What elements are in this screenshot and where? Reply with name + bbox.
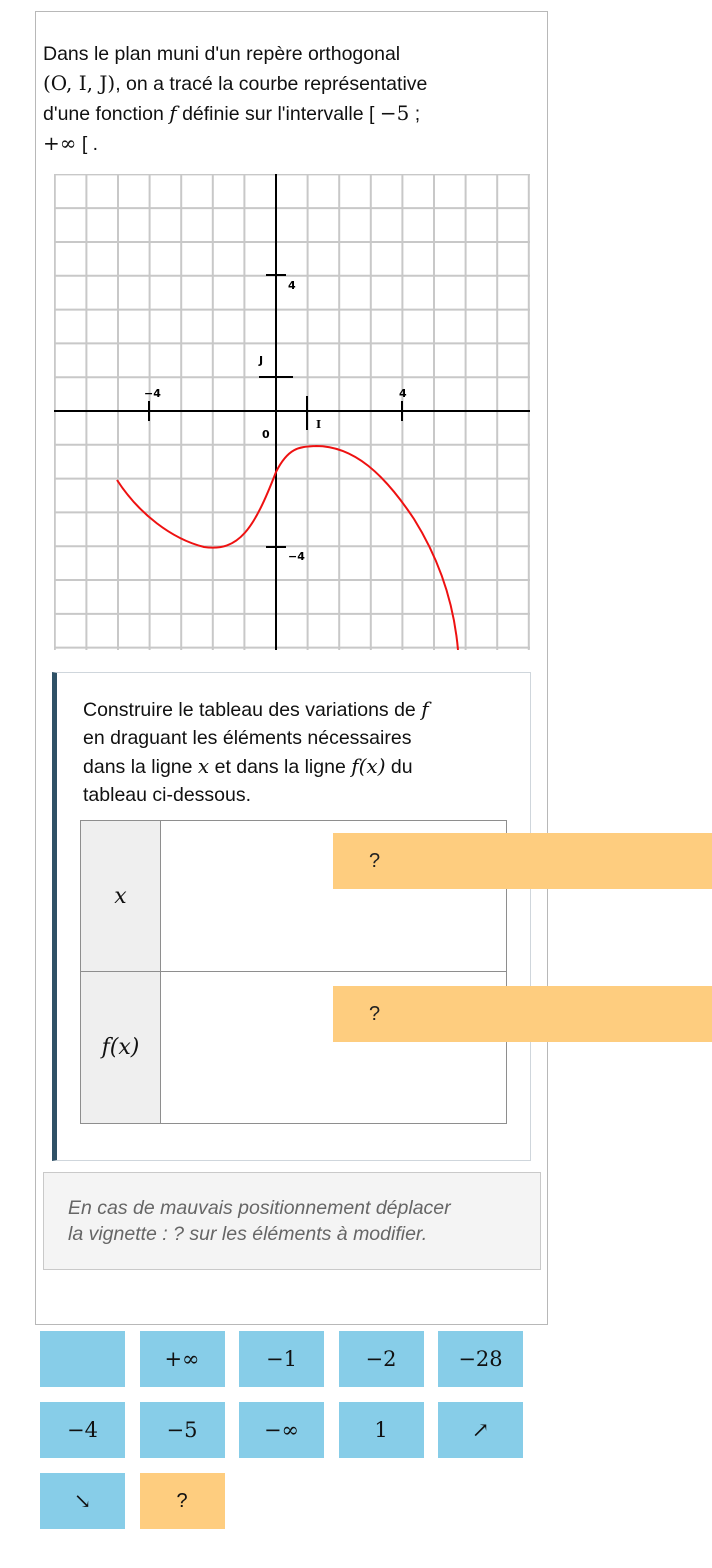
- tile-minus-5[interactable]: −5: [140, 1402, 225, 1458]
- tile-one[interactable]: 1: [339, 1402, 424, 1458]
- function-graph: [54, 174, 530, 650]
- intro-line-3b: définie sur l'intervalle [: [176, 103, 380, 125]
- intro-line-4: [ .: [76, 133, 99, 155]
- task-line-3c: du: [385, 756, 413, 778]
- task-instructions: [83, 695, 523, 809]
- intro-math-frame: (O, I, J): [43, 71, 116, 95]
- tile-increasing-arrow[interactable]: ↗: [438, 1402, 523, 1458]
- intro-line-3c: ;: [409, 103, 421, 125]
- task-math-x: x: [197, 754, 210, 778]
- drop-slot-x-row[interactable]: ?: [333, 833, 712, 889]
- task-line-1: Construire le tableau des variations de: [83, 699, 422, 721]
- label-y-4: 4: [288, 279, 296, 292]
- task-line-2: en draguant les éléments nécessaires: [83, 727, 412, 749]
- intro-line-2: , on a tracé la courbe représentative: [115, 73, 428, 95]
- label-i: I: [316, 418, 322, 431]
- task-line-4: tableau ci-dessous.: [83, 784, 252, 806]
- intro-text: [43, 40, 523, 159]
- tile-minus-1[interactable]: −1: [239, 1331, 324, 1387]
- drop-slot-fx-row[interactable]: ?: [333, 986, 712, 1042]
- task-math-f: f: [421, 697, 429, 721]
- task-math-fx: f(x): [351, 754, 386, 778]
- table-label-fx: f(x): [101, 1035, 140, 1060]
- tile-question-mark[interactable]: ?: [140, 1473, 225, 1529]
- hint-line-2: la vignette : ? sur les éléments à modifier.: [68, 1223, 428, 1245]
- tile-plus-infinity[interactable]: +∞: [140, 1331, 225, 1387]
- intro-line-3: d'une fonction: [43, 103, 170, 125]
- table-row-divider: [161, 971, 506, 972]
- intro-line-1: Dans le plan muni d'un repère orthogonal: [43, 43, 401, 65]
- table-label-x: x: [114, 883, 127, 909]
- intro-math-f: f: [169, 101, 177, 125]
- intro-math-minus5: −5: [379, 101, 410, 125]
- tile-minus-2[interactable]: −2: [339, 1331, 424, 1387]
- task-line-3: dans la ligne: [83, 756, 198, 778]
- tile-decreasing-arrow[interactable]: ↘: [40, 1473, 125, 1529]
- tile-minus-4[interactable]: −4: [40, 1402, 125, 1458]
- tile-minus-28[interactable]: −28: [438, 1331, 523, 1387]
- label-x-4: 4: [399, 387, 407, 400]
- label-origin: 0: [262, 428, 270, 441]
- task-line-3b: et dans la ligne: [209, 756, 352, 778]
- label-j: J: [259, 354, 264, 367]
- function-curve: [117, 446, 458, 650]
- label-y-neg4: −4: [288, 550, 305, 563]
- hint-line-1: En cas de mauvais positionnement déplacer: [68, 1197, 451, 1219]
- intro-math-plusinf: +∞: [43, 131, 77, 155]
- table-header-fx: [81, 972, 161, 1123]
- tile-blank[interactable]: [40, 1331, 125, 1387]
- tile-minus-infinity[interactable]: −∞: [239, 1402, 324, 1458]
- label-x-neg4: −4: [144, 387, 161, 400]
- hint-box: [43, 1172, 541, 1270]
- table-header-x: [81, 821, 161, 972]
